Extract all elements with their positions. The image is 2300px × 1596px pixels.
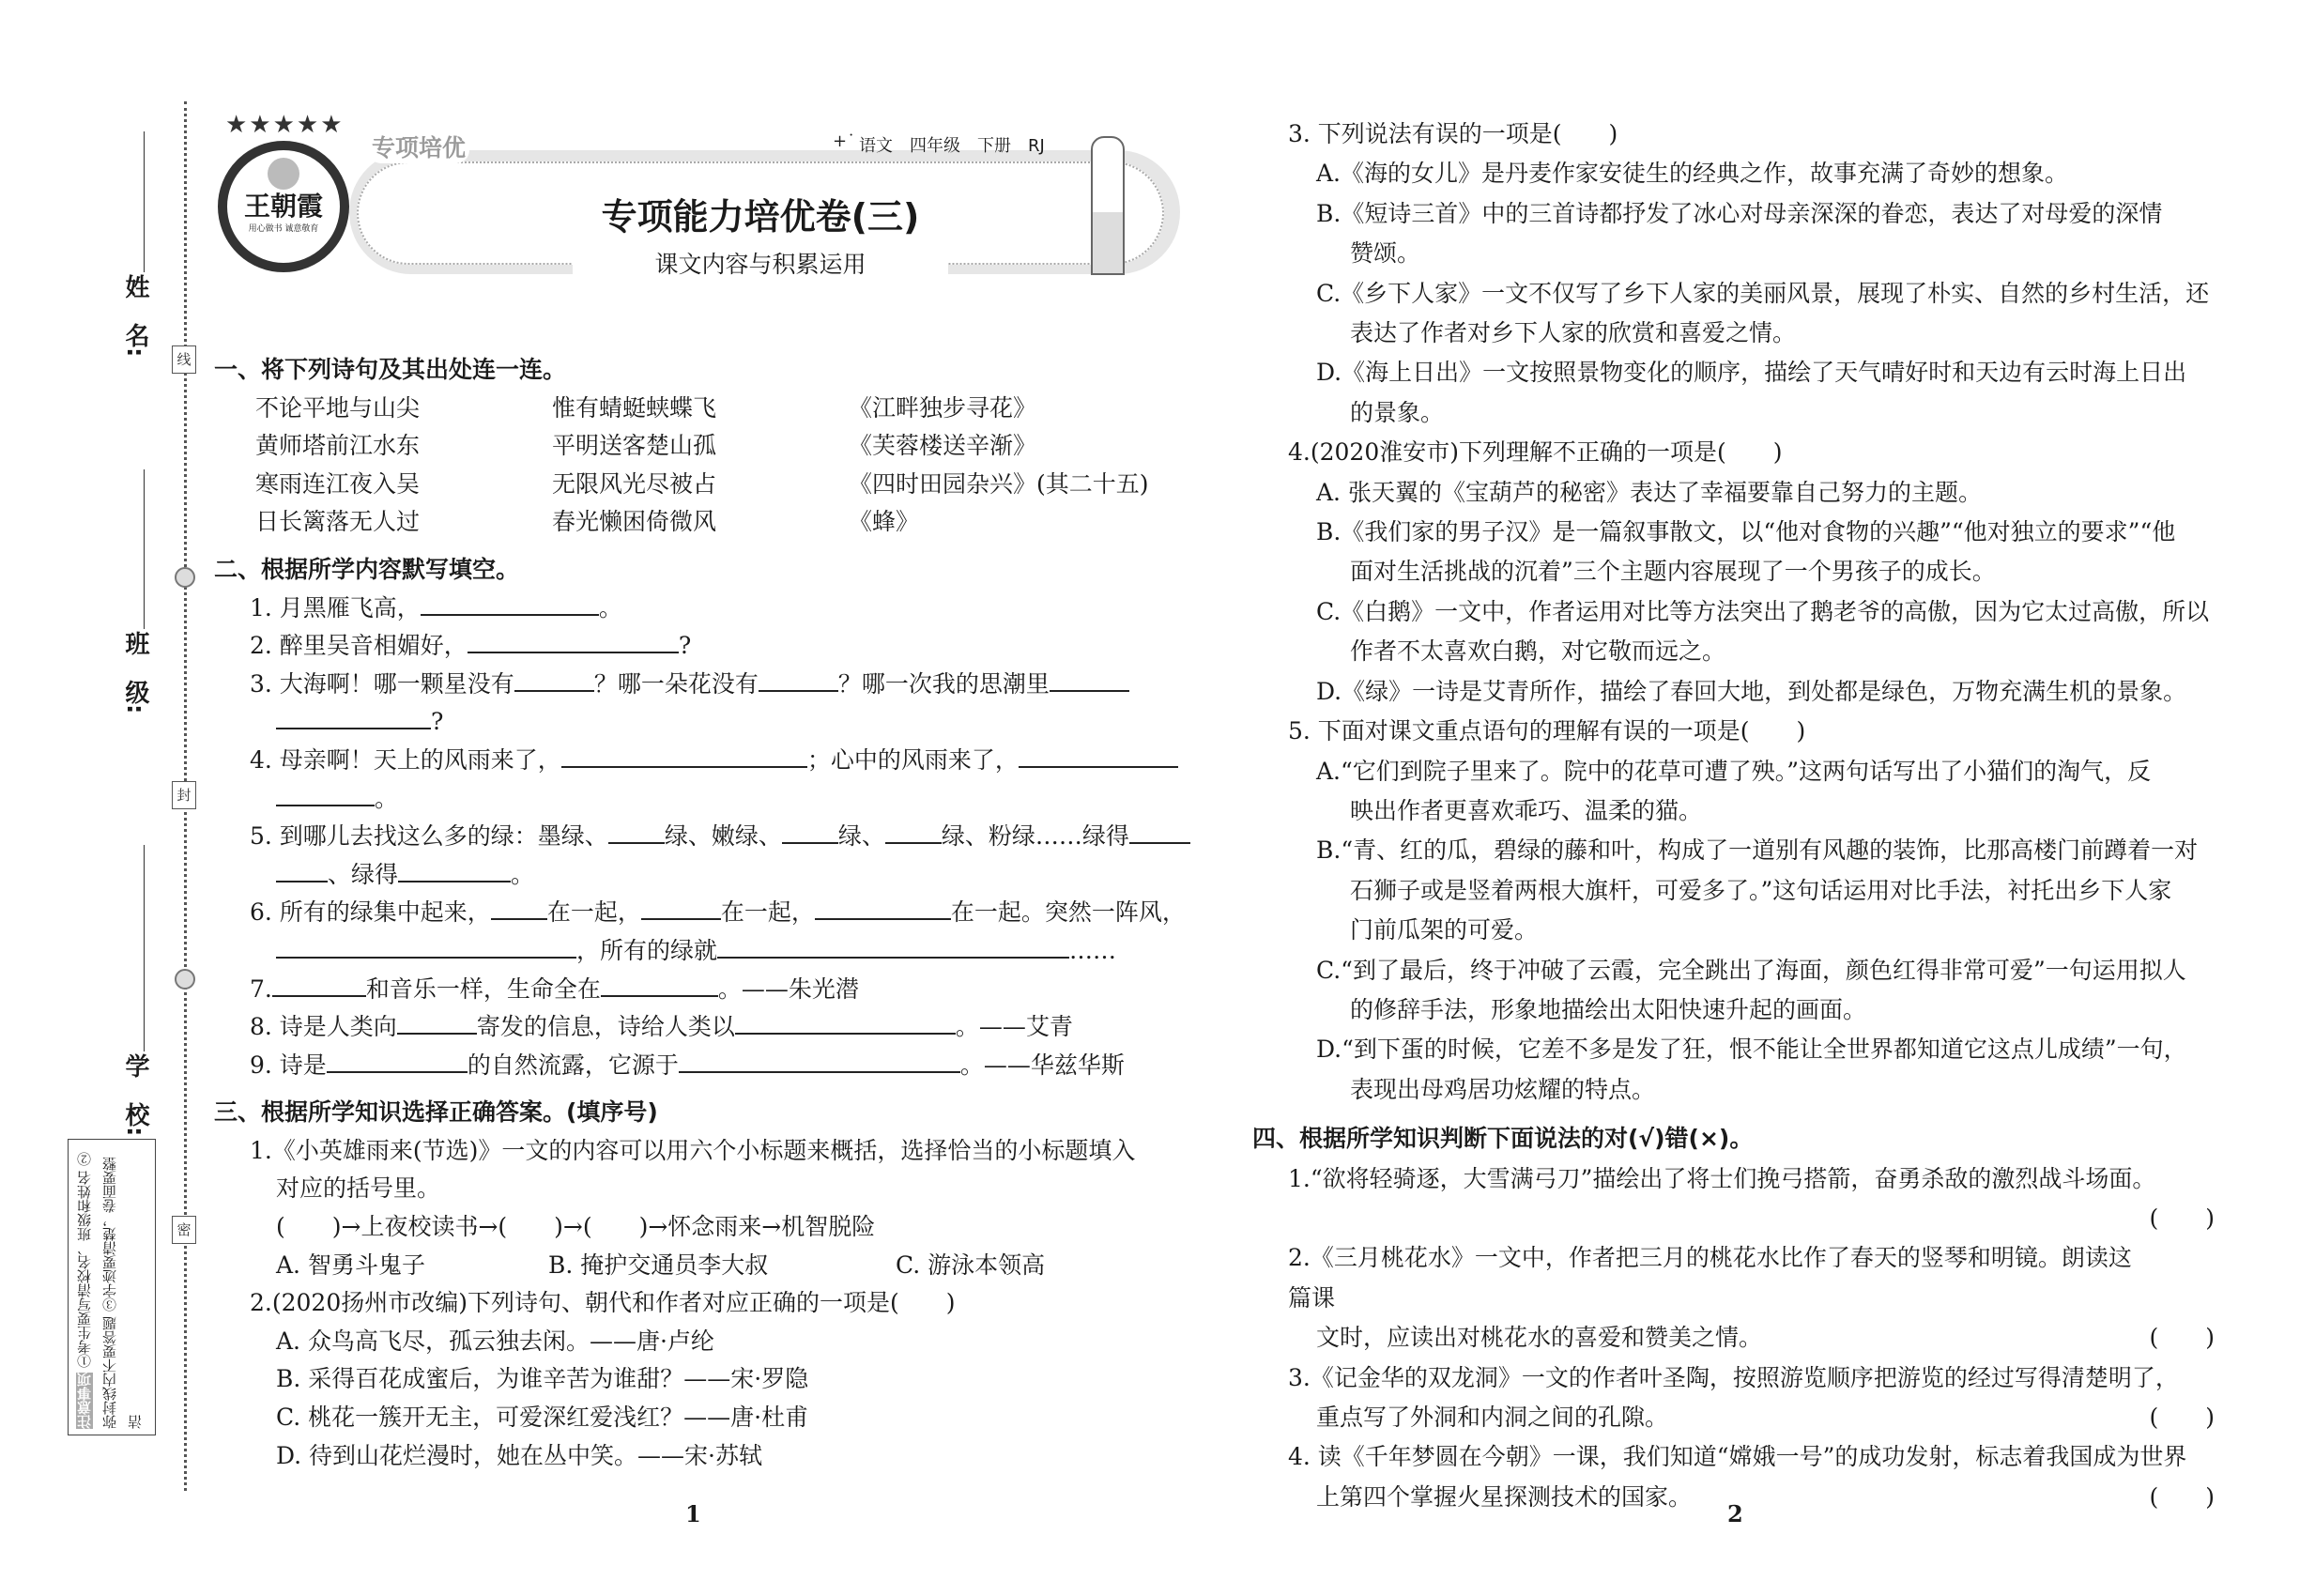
fill-q7 [214, 971, 1190, 1009]
judge-text: 3.《记金华的双龙洞》一文的作者叶圣陶，按照游览顺序把游览的经过写得清楚明了， [1288, 1363, 2179, 1391]
sparkle-icon: +˙ [833, 131, 856, 151]
fill-q2 [214, 627, 1190, 666]
q-text: 绿、嫩绿、 [664, 822, 782, 851]
fill-q4 [214, 742, 1190, 780]
answer-blank[interactable] [717, 934, 1069, 959]
section-2-title: 二、根据所学内容默写填空。 [214, 555, 520, 583]
q-text: 。——艾青 [955, 1013, 1073, 1041]
verse-a: 黄师塔前江水东 [255, 432, 421, 460]
verse-source: 《蜂》 [849, 508, 920, 536]
q-text: ? [431, 708, 444, 736]
q-text: 8. 诗是人类向 [250, 1013, 397, 1041]
answer-blank[interactable] [815, 896, 951, 920]
answer-paren[interactable]: ( ) [2149, 1324, 2215, 1352]
class-underline [144, 469, 145, 629]
answer-blank[interactable] [327, 1049, 468, 1073]
section-3-title: 三、根据所学知识选择正确答案。(填序号) [214, 1098, 658, 1127]
q-text: 在一起， [546, 898, 641, 927]
q-text: 7. [250, 974, 272, 1003]
page-number-2: 2 [1727, 1500, 1743, 1527]
notice-title: 注意事项 [76, 1373, 93, 1429]
q-text: 的自然流露，它源于 [467, 1051, 679, 1079]
verse-a: 不论平地与山尖 [255, 393, 421, 422]
answer-blank[interactable] [608, 820, 665, 844]
seal-mark-feng: 封 [172, 781, 196, 809]
option-b: B.《短诗三首》中的三首诗都抒发了冰心对母亲深深的眷恋，表达了对母爱的深情 [1316, 199, 2163, 227]
option-d: D. 待到山花烂漫时，她在丛中笑。——宋·苏轼 [276, 1441, 762, 1469]
lighthouse-icon [1091, 136, 1125, 275]
option-b-cont: 赞颂。 [1350, 239, 1421, 268]
answer-blank[interactable] [641, 896, 721, 920]
name-label: 姓 名: [121, 274, 149, 358]
q-text: 。——朱光潜 [717, 974, 859, 1003]
logo-avatar-icon [268, 158, 299, 190]
answer-blank[interactable] [561, 744, 807, 768]
fill-q1 [214, 590, 1190, 628]
choice-q1-sequence: ( )→上夜校读书→( )→( )→怀念雨来→机智脱险 [276, 1213, 876, 1241]
answer-blank[interactable] [276, 934, 576, 959]
option-b: B. 掩护交通员李大叔 [548, 1251, 769, 1279]
notice-3: ③字迹要清楚，卷面要整洁 [101, 1157, 144, 1429]
q-text: ；心中的风雨来了， [806, 745, 1019, 774]
answer-blank[interactable] [468, 629, 679, 653]
answer-blank[interactable] [679, 1049, 960, 1073]
judge-text-cont: 重点写了外洞和内洞之间的孔隙。 [1316, 1403, 1669, 1431]
verse-source: 《江畔独步寻花》 [849, 393, 1037, 422]
answer-blank[interactable] [885, 820, 942, 844]
choice-q1-stem-cont: 对应的括号里。 [276, 1174, 441, 1203]
judge-text-cont: 文时，应读出对桃花水的喜爱和赞美之情。 [1316, 1324, 1763, 1352]
q-text: 和音乐一样，生命全在 [365, 974, 601, 1003]
class-label: 班 级: [121, 631, 149, 714]
section-4-title: 四、根据所学知识判断下面说法的对(√)错(×)。 [1252, 1125, 1754, 1153]
option-c: C. 游泳本领高 [896, 1251, 1046, 1279]
notice-2: ②弥封线内不要答题 [76, 1152, 118, 1429]
option-a: A. 众鸟高飞尽，孤云独去闲。——唐·卢纶 [276, 1327, 714, 1355]
q-text: ？哪一次我的思潮里 [837, 669, 1050, 698]
answer-blank[interactable] [601, 973, 718, 997]
q-text: 5. 到哪儿去找这么多的绿：墨绿、 [250, 822, 608, 851]
choice-q1-stem: 1.《小英雄雨来(节选)》一文的内容可以用六个小标题来概括，选择恰当的小标题填入 [250, 1136, 1136, 1164]
notice-box [68, 1139, 156, 1435]
option-a: A. 张天翼的《宝葫芦的秘密》表达了幸福要靠自己努力的主题。 [1316, 478, 1982, 506]
answer-paren[interactable]: ( ) [2149, 1403, 2215, 1431]
answer-blank[interactable] [276, 782, 375, 806]
fill-q8 [214, 1008, 1190, 1047]
verse-b: 无限风光尽被占 [552, 469, 717, 498]
option-d-cont: 的景象。 [1350, 398, 1445, 426]
match-row [214, 466, 1190, 504]
section-1-title: 一、将下列诗句及其出处连一连。 [214, 356, 567, 383]
option-c: C. 桃花一簇开无主，可爱深红爱浅红？——唐·杜甫 [276, 1404, 809, 1432]
option-c: C.《乡下人家》一文不仅写了乡下人家的美丽风景，展现了朴实、自然的乡村生活，还 [1316, 279, 2210, 307]
option-b: B.《我们家的男子汉》是一篇叙事散文，以“他对食物的兴趣”“他对独立的要求”“他 [1316, 518, 2176, 546]
right-page [1252, 115, 2222, 1517]
school-label: 学 校: [121, 1053, 149, 1137]
q-text: 、绿得 [328, 860, 399, 888]
grade-meta: 语文 四年级 下册 RJ [859, 136, 1045, 156]
answer-paren[interactable]: ( ) [2149, 1482, 2215, 1511]
answer-blank[interactable] [1050, 668, 1129, 692]
page-number-1: 1 [685, 1500, 701, 1527]
option-a: A.《海的女儿》是丹麦作家安徒生的经典之作，故事充满了奇妙的想象。 [1316, 160, 2069, 188]
logo-stars-icon: ★★★★★ [225, 111, 345, 139]
match-row [214, 503, 1190, 542]
answer-blank[interactable] [272, 973, 366, 997]
brand-logo [218, 141, 349, 272]
fill-q3 [214, 666, 1190, 704]
choice-q3-stem: 3. 下列说法有误的一项是( ) [1288, 120, 1618, 147]
option-b: B. 采得百花成蜜后，为谁辛苦为谁甜？——宋·罗隐 [276, 1365, 809, 1393]
option-c-cont: 表达了作者对乡下人家的欣赏和喜爱之情。 [1350, 319, 1797, 347]
paper-subtitle: 课文内容与积累运用 [573, 246, 948, 280]
logo-motto: 用心做书 诚意敬育 [248, 224, 319, 234]
fill-q5 [214, 818, 1190, 856]
q-text: 3. 大海啊！哪一颗星没有 [250, 669, 514, 698]
q-text: 。 [375, 784, 399, 812]
q-text: 在一起。突然一阵风， [950, 898, 1186, 927]
judge-text: 1.“欲将轻骑逐，大雪满弓刀”描绘出了将士们挽弓搭箭，奋勇杀敌的激烈战斗场面。 [1288, 1164, 2156, 1192]
seal-mark-mi: 密 [172, 1216, 196, 1244]
notice-1: ①考生要写清校名、班级和姓名 [76, 1171, 93, 1369]
option-a: A.“它们到院子里来了。院中的花草可遭了殃。”这两句话写出了小猫们的淘气，反 [1316, 757, 2152, 785]
q-text: ？哪一朵花没有 [593, 669, 759, 698]
fill-q6 [214, 894, 1190, 932]
option-d: D.《海上日出》一文按照景物变化的顺序，描绘了天气晴好时和天边有云时海上日出 [1316, 359, 2187, 387]
answer-blank[interactable] [514, 668, 594, 692]
judge-text: 2.《三月桃花水》一文中，作者把三月的桃花水比作了春天的竖琴和明镜。朗读这篇课 [1288, 1244, 2132, 1312]
q-text: 2. 醉里吴音相媚好， [250, 632, 468, 660]
answer-blank[interactable] [1019, 744, 1178, 768]
answer-blank[interactable] [397, 1010, 477, 1035]
q-text: …… [1069, 936, 1117, 964]
option-d-cont: 表现出母鸡居功炫耀的特点。 [1350, 1075, 1656, 1103]
fill-q9 [214, 1047, 1190, 1085]
option-c-cont: 的修辞手法，形象地描绘出太阳快速升起的画面。 [1350, 995, 1867, 1023]
fill-q5-cont [214, 856, 1190, 895]
judge-text: 4. 读《千年梦圆在今朝》一课，我们知道“嫦娥一号”的成功发射，标志着我国成为世界 [1288, 1443, 2187, 1471]
verse-b: 惟有蜻蜓蛱蝶飞 [552, 393, 717, 422]
option-a: A. 智勇斗鬼子 [276, 1251, 425, 1279]
fill-q3-cont [214, 703, 1190, 742]
match-row [214, 427, 1190, 466]
choice-q5-stem: 5. 下面对课文重点语句的理解有误的一项是( ) [1288, 717, 1806, 745]
option-d: D.“到下蛋的时候，它差不多是发了狂，恨不能让全世界都知道它这点儿成绩”一句， [1316, 1036, 2187, 1064]
q-text: 绿、粉绿……绿得 [941, 822, 1129, 851]
q-text: 4. 母亲啊！天上的风雨来了， [250, 745, 561, 774]
q-text: 。 [511, 860, 535, 888]
q-text: ，所有的绿就 [576, 936, 718, 964]
option-b-cont: 门前瓜架的可爱。 [1350, 916, 1539, 944]
option-a-cont: 映出作者更喜欢乖巧、温柔的猫。 [1350, 796, 1703, 824]
answer-blank[interactable] [782, 820, 838, 844]
q-text: 。——华兹华斯 [959, 1051, 1125, 1079]
q-text: 1. 月黑雁飞高， [250, 593, 421, 622]
judge-item-3 [1288, 1358, 2222, 1438]
q-text: 寄发的信息，诗给人类以 [476, 1013, 735, 1041]
verse-b: 春光懒困倚微风 [552, 508, 717, 536]
left-page [214, 351, 1190, 1475]
q-text: 9. 诗是 [250, 1051, 327, 1079]
choice-q2-stem: 2.(2020扬州市改编)下列诗句、朝代和作者对应正确的一项是( ) [250, 1289, 956, 1317]
judge-text-cont: 上第四个掌握火星探测技术的国家。 [1316, 1482, 1693, 1511]
name-underline [144, 131, 145, 272]
q-text: ? [678, 632, 692, 660]
answer-blank[interactable] [276, 858, 328, 882]
match-row [214, 390, 1190, 428]
q-text: 绿、 [837, 822, 885, 851]
option-c: C.《白鹅》一文中，作者运用对比等方法突出了鹅老爷的高傲，因为它太过高傲，所以 [1316, 597, 2210, 625]
option-d: D.《绿》一诗是艾青所作，描绘了春回大地，到处都是绿色，万物充满生机的景象。 [1316, 677, 2187, 705]
judge-item-2 [1288, 1238, 2222, 1358]
series-label: 专项培优 [368, 130, 469, 163]
verse-a: 日长篱落无人过 [255, 508, 421, 536]
answer-blank[interactable] [491, 896, 547, 920]
answer-blank[interactable] [759, 668, 838, 692]
q-text: 。 [598, 593, 622, 622]
q-text: 6. 所有的绿集中起来， [250, 898, 491, 927]
logo-text: 王朝霞 [243, 191, 323, 222]
answer-blank[interactable] [735, 1010, 956, 1035]
verse-a: 寒雨连江夜入吴 [255, 469, 421, 498]
option-b: B.“青、红的瓜，碧绿的藤和叶，构成了一道别有风趣的装饰，比那高楼门前蹲着一对 [1316, 836, 2199, 865]
judge-item-1 [1288, 1159, 2222, 1239]
choice-q1-options [214, 1247, 1190, 1285]
paper-title: 专项能力培优卷(三) [601, 196, 920, 238]
answer-blank[interactable] [1129, 820, 1190, 844]
answer-paren[interactable]: ( ) [2149, 1204, 2215, 1232]
verse-source: 《芙蓉楼送辛渐》 [849, 432, 1037, 460]
answer-blank[interactable] [421, 591, 599, 616]
seal-mark-xian: 线 [172, 345, 196, 374]
fill-q4-cont [214, 780, 1190, 819]
option-b-cont: 面对生活挑战的沉着”三个主题内容展现了一个男孩子的成长。 [1350, 558, 1996, 586]
option-c-cont: 作者不太喜欢白鹅，对它敬而远之。 [1350, 637, 1726, 666]
option-b-cont: 石狮子或是竖着两根大旗杆，可爱多了。”这句话运用对比手法，衬托出乡下人家 [1350, 876, 2172, 904]
binding-hole-icon [175, 969, 195, 990]
fill-q6-cont [214, 932, 1190, 971]
q-text: 在一起， [720, 898, 815, 927]
choice-q4-stem: 4.(2020淮安市)下列理解不正确的一项是( ) [1288, 438, 1783, 467]
verse-source: 《四时田园杂兴》(其二十五) [849, 469, 1149, 498]
answer-blank[interactable] [398, 858, 511, 882]
verse-b: 平明送客楚山孤 [552, 432, 717, 460]
option-c: C.“到了最后，终于冲破了云霞，完全跳出了海面，颜色红得非常可爱”一句运用拟人 [1316, 956, 2186, 984]
judge-item-4 [1288, 1437, 2222, 1517]
school-underline [144, 845, 145, 1051]
answer-blank[interactable] [276, 705, 431, 729]
binding-hole-icon [175, 567, 195, 588]
